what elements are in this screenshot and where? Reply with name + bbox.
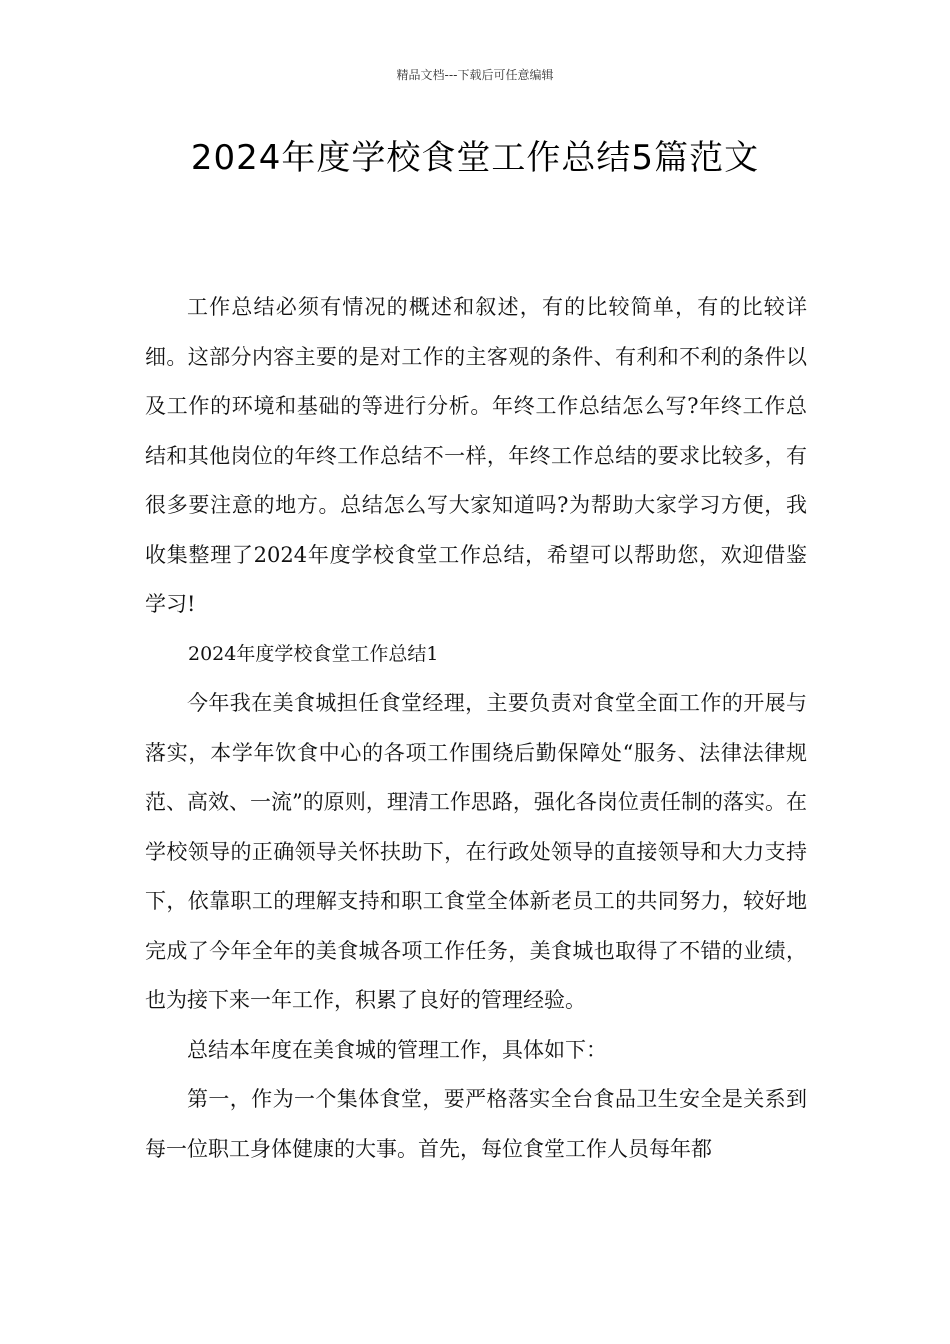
header-note: 精品文档---下载后可任意编辑	[396, 68, 554, 82]
section-heading: 2024年度学校食堂工作总结1	[188, 642, 439, 665]
document-title: 2024年度学校食堂工作总结5篇范文	[190, 138, 760, 178]
body-paragraph: 今年我在美食城担任食堂经理，主要负责对食堂全面工作的开展与落实，本学年饮食中心的各项工作围绕后勤保障处“服务、法律法律规范、高效、一流”的原则，理清工作思路，强化各岗位责任制的落实。在学校领导的正确领导关怀扶助下，在行政处领导的直接领导和大力支持下，依靠职工的理解支持和职工食堂全体新老员工的共同努力，较好地完成了今年全年的美食城各项工作任务，美食城也取得了不错的业绩，也为接下来一年工作，积累了良好的管理经验。	[145, 691, 807, 1012]
body-paragraph: 第一，作为一个集体食堂，要严格落实全台食品卫生安全是关系到每一位职工身体健康的大事。首先，每位食堂工作人员每年都	[145, 1087, 807, 1161]
body-paragraph: 总结本年度在美食城的管理工作，具体如下：	[187, 1037, 607, 1062]
document-body	[145, 283, 807, 1174]
intro-paragraph: 工作总结必须有情况的概述和叙述，有的比较简单，有的比较详细。这部分内容主要的是对工作的主客观的条件、有利和不利的条件以及工作的环境和基础的等进行分析。年终工作总结怎么写?年终工作总结和其他岗位的年终工作总结不一样，年终工作总结的要求比较多，有很多要注意的地方。总结怎么写大家知道吗?为帮助大家学习方便，我收集整理了2024年度学校食堂工作总结，希望可以帮助您，欢迎借鉴学习!	[145, 295, 807, 616]
